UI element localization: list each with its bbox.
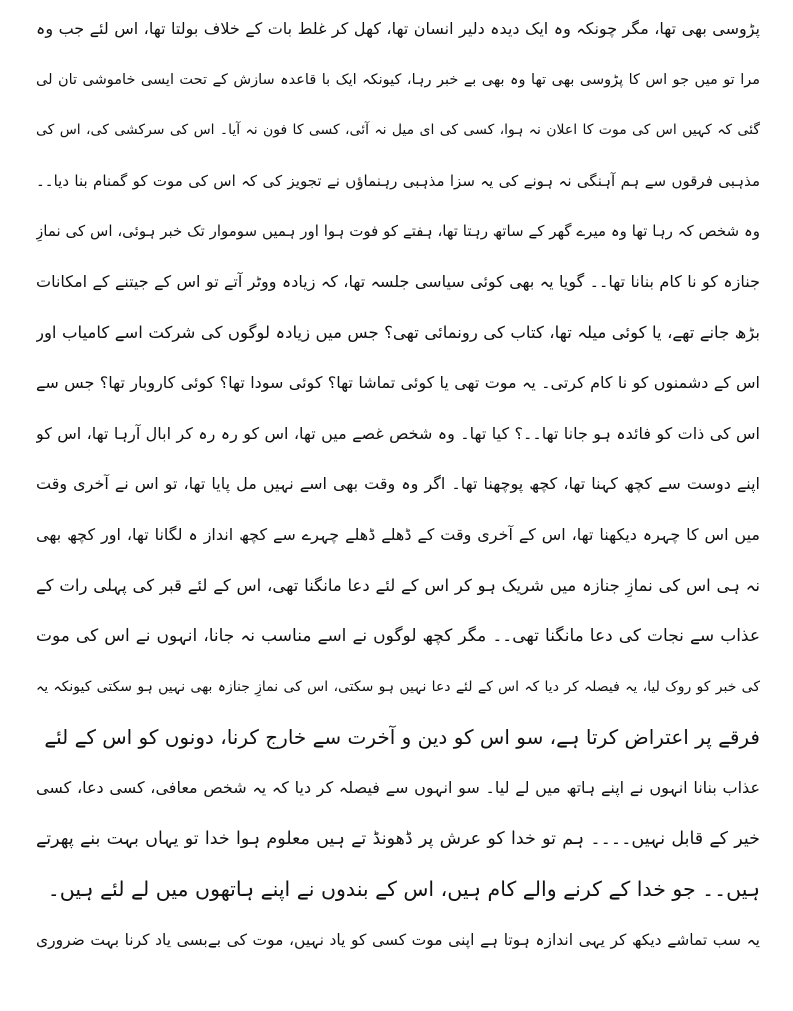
- text-line: مرا تو میں جو اس کا پڑوسی بھی تھا وہ بھی بے خبر رہا، کیونکہ ایک با قاعدہ سازش کے تحت ایسی خاموشی تان لی: [36, 71, 760, 88]
- text-line: پڑوسی بھی تھا، مگر چونکہ وہ ایک دیدہ دلیر انسان تھا، کھل کر غلط بات کے خلاف بولتا تھا، اس لئے جب وہ: [36, 19, 760, 38]
- text-line: اس کے دشمنوں کو نا کام کرتی۔ یہ موت تھی یا کوئی تماشا تھا؟ کوئی سودا تھا؟ کوئی کاروبار تھا؟ جس سے: [36, 373, 760, 393]
- text-line: جنازہ کو نا کام بنانا تھا۔۔ گویا یہ بھی کوئی سیاسی جلسہ تھا، کہ زیادہ ووٹر آتے تو اس کے جیتنے کے امکانات: [36, 271, 760, 291]
- body-text: [36, 4, 760, 965]
- text-line: اپنے دوست سے کچھ کہنا تھا، کچھ پوچھنا تھا۔ اگر وہ وقت بھی اسے نہیں مل پایا تھا، تو اس نے آخری وقت: [36, 474, 760, 494]
- text-line: عذاب بنانا انہوں نے اپنے ہاتھ میں لے لیا۔ سو انہوں سے فیصلہ کر دیا کہ یہ شخص معافی، کسی دعا، کسی: [36, 777, 760, 797]
- text-line: عذاب سے نجات کی دعا مانگنا تھی۔۔ مگر کچھ لوگوں نے اسے مناسب نہ جانا، انہوں نے اس کی موت: [36, 626, 760, 647]
- text-line: بڑھ جانے تھے، یا کوئی میلہ تھا، کتاب کی رونمائی تھی؟ جس میں زیادہ لوگوں کی شرکت اسے کامیاب اور: [36, 322, 760, 342]
- text-line: وہ شخص کہ رہا تھا وہ میرے گھر کے ساتھ رہتا تھا، ہفتے کو فوت ہوا اور ہمیں سوموار تک خبر ہوئی، اس کی نمازِ: [36, 222, 760, 241]
- text-line: نہ ہی اس کی نمازِ جنازہ میں شریک ہو کر اس کے لئے دعا مانگنا تھی، اس کے لئے قبر کی پہلی رات کے: [36, 575, 760, 595]
- text-line: مذہبی فرقوں سے ہم آہنگی نہ ہونے کی یہ سزا مذہبی رہنماؤں نے تجویز کی کہ اس کی موت کو گمنام بنا دیا۔۔: [36, 171, 760, 190]
- text-line: یہ سب تماشے دیکھ کر یہی اندازہ ہوتا ہے اپنی موت کسی کو یاد نہیں، موت کی بےبسی یاد کرنا بہت ضروری: [36, 930, 760, 949]
- text-line: میں اس کا چہرہ دیکھنا تھا، اس کے آخری وقت کے ڈھلے ڈھلے چہرے سے کچھ انداز ہ لگانا تھا، اور کچھ بھی: [36, 524, 760, 544]
- text-line: کی خبر کو روک لیا، یہ فیصلہ کر دیا کہ اس کے لئے دعا نہیں ہو سکتی، اس کی نمازِ جنازہ بھی نہیں ہو سکتی کیونکہ یہ: [36, 678, 760, 695]
- text-line: اس کی ذات کو فائدہ ہو جانا تھا۔۔؟ کیا تھا۔ وہ شخص غصے میں تھا، اس کو رہ رہ کر ابال آرہا تھا، اس کو: [36, 423, 760, 443]
- text-line: گئی کہ کہیں اس کی موت کا اعلان نہ ہوا، کسی کی ای میل نہ آئی، کسی کا فون نہ آیا۔ اس کی سرکشی کی، اس کی: [36, 122, 760, 139]
- text-line: خیر کے قابل نہیں۔۔۔۔ ہم تو خدا کو عرش پر ڈھونڈ تے ہیں معلوم ہوا خدا تو یہاں بہت بنے پھرتے: [36, 828, 760, 849]
- text-line: ہیں۔۔ جو خدا کے کرنے والے کام ہیں، اس کے بندوں نے اپنے ہاتھوں میں لے لئے ہیں۔: [47, 877, 760, 902]
- text-line: فرقے پر اعتراض کرتا ہے، سو اس کو دین و آخرت سے خارج کرنا، دونوں کو اس کے لئے: [44, 725, 760, 750]
